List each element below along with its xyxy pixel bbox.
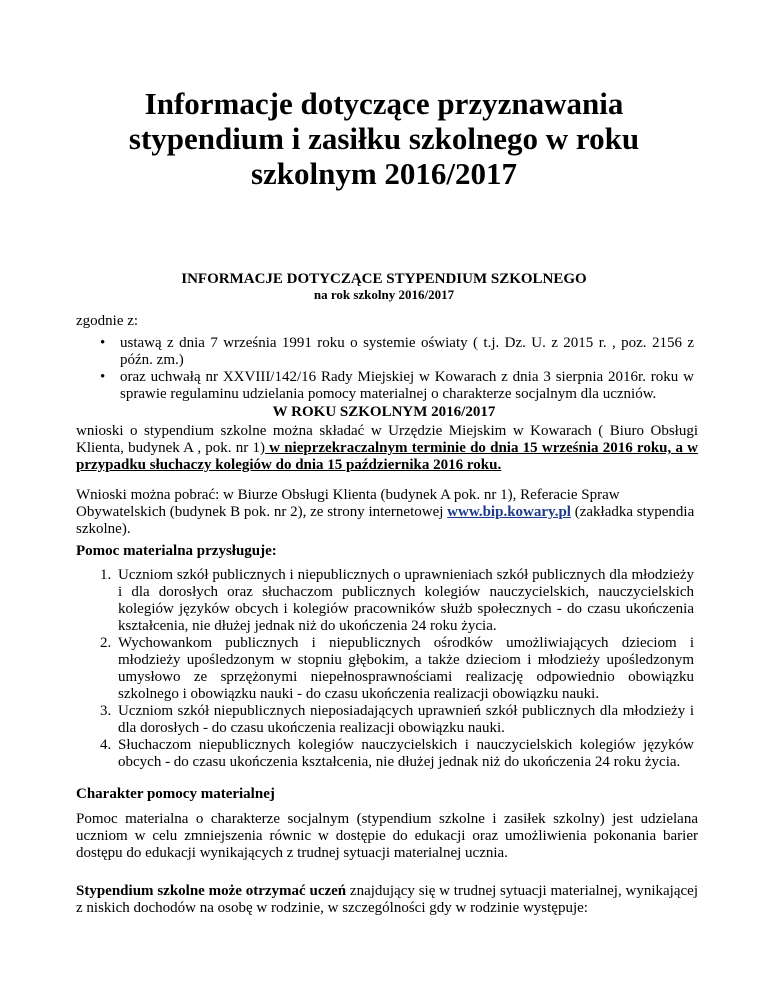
bullet-icon: •: [100, 369, 106, 385]
legal-basis-text: oraz uchwałą nr XXVIII/142/16 Rady Miejskiej w Kowarach z dnia 3 sierpnia 2016r. roku w sprawie regulaminu udzielania pomocy materialnej o charakterze socjalnym dla uczniów.: [120, 369, 694, 402]
intro-text: zgodnie z:: [76, 313, 139, 329]
list-item: [100, 369, 694, 403]
list-item-text: Słuchaczom niepublicznych kolegiów nauczycielskich i nauczycielskich kolegiów języków obcych - do czasu ukończenia kształcenia, nie dłużej jednak niż do ukończenia 24 roku życia.: [118, 737, 694, 770]
list-item-text: Uczniom szkół publicznych i niepublicznych o uprawnieniach szkół publicznych dla młodzieży i dla dorosłych oraz słuchaczom publicznych kolegiów nauczycielskich, nauczycielskich kolegiów języków obcych i kolegiów pracowników służb społecznych - do czasu ukończenia kształcenia, nie dłużej jednak niż do ukończenia 24 roku życia.: [118, 567, 694, 634]
list-number: 3.: [100, 703, 112, 719]
stipend-paragraph: [76, 883, 698, 917]
legal-basis-text: ustawą z dnia 7 września 1991 roku o systemie oświaty ( t.j. Dz. U. z 2015 r. , poz. 2156 z późn. zm.): [120, 335, 694, 368]
list-item: [100, 737, 694, 771]
legal-basis-list: [100, 335, 694, 403]
list-number: 1.: [100, 567, 112, 583]
character-text: Pomoc materialna o charakterze socjalnym (stypendium szkolne i zasiłek szkolny) jest udzielana uczniom w celu zmniejszenia równic w dostępie do edukacji oraz umożliwienia pokonania barier dostępu do edukacji wynikających z trudnej sytuacji materialnej ucznia.: [76, 811, 698, 861]
submission-paragraph: [76, 423, 698, 474]
page-title: Informacje dotyczące przyznawania stypendium i zasiłku szkolnego w roku szkolnym 2016/2017: [128, 86, 640, 191]
list-item-text: Uczniom szkół niepublicznych nieposiadających uprawnień szkół publicznych dla młodzieży i dla dorosłych - do czasu ukończenia realizacji obowiązku nauki.: [118, 703, 694, 736]
list-item: [100, 635, 694, 703]
submission-text: wnioski o stypendium szkolne można składać w Urzędzie Miejskim w Kowarach ( Biuro Obsługi Klienta, budynek A , pok. nr 1): [76, 423, 698, 456]
section-title: INFORMACJE DOTYCZĄCE STYPENDIUM SZKOLNEGO: [181, 271, 587, 287]
eligibility-heading: Pomoc materialna przysługuje:: [76, 543, 277, 559]
stipend-lead: Stypendium szkolne może otrzymać uczeń: [76, 883, 347, 899]
section-subtitle: na rok szkolny 2016/2017: [313, 287, 455, 302]
submission-deadline: w nieprzekraczalnym terminie do dnia 15 września 2016 roku, a w przypadku słuchaczy kolegiów do dnia 15 października 2016 roku.: [76, 440, 699, 473]
list-item: [100, 567, 694, 635]
character-heading: Charakter pomocy materialnej: [76, 786, 275, 802]
bullet-icon: •: [100, 335, 106, 351]
eligibility-list: [100, 567, 694, 771]
stipend-text: znajdujący się w trudnej sytuacji materialnej, wynikającej z niskich dochodów na osobę w rodzinie, w szczególności gdy w rodzinie występuje:: [76, 883, 698, 916]
list-item-text: Wychowankom publicznych i niepublicznych ośrodków umożliwiających dzieciom i młodzieży upośledzonym w stopniu głębokim, a także dzieciom i młodzieży upośledzonym umysłowo ze sprzężonymi niepełnosprawnościami realizację odpowiednio obowiązku szkolnego i obowiązku nauki - do czasu ukończenia realizacji obowiązku nauki.: [118, 635, 694, 702]
year-heading: W ROKU SZKOLNYM 2016/2017: [272, 404, 496, 420]
list-number: 2.: [100, 635, 112, 651]
list-item: [100, 703, 694, 737]
download-paragraph: [76, 487, 698, 538]
download-text: Wnioski można pobrać: w Biurze Obsługi Klienta (budynek A pok. nr 1), Referacie Spraw Obywatelskich (budynek B pok. nr 2), ze strony internetowej: [76, 487, 620, 520]
bip-link[interactable]: www.bip.kowary.pl: [447, 504, 571, 520]
download-text-end: (zakładka stypendia szkolne).: [76, 504, 695, 537]
list-number: 4.: [100, 737, 112, 753]
list-item: [100, 335, 694, 369]
